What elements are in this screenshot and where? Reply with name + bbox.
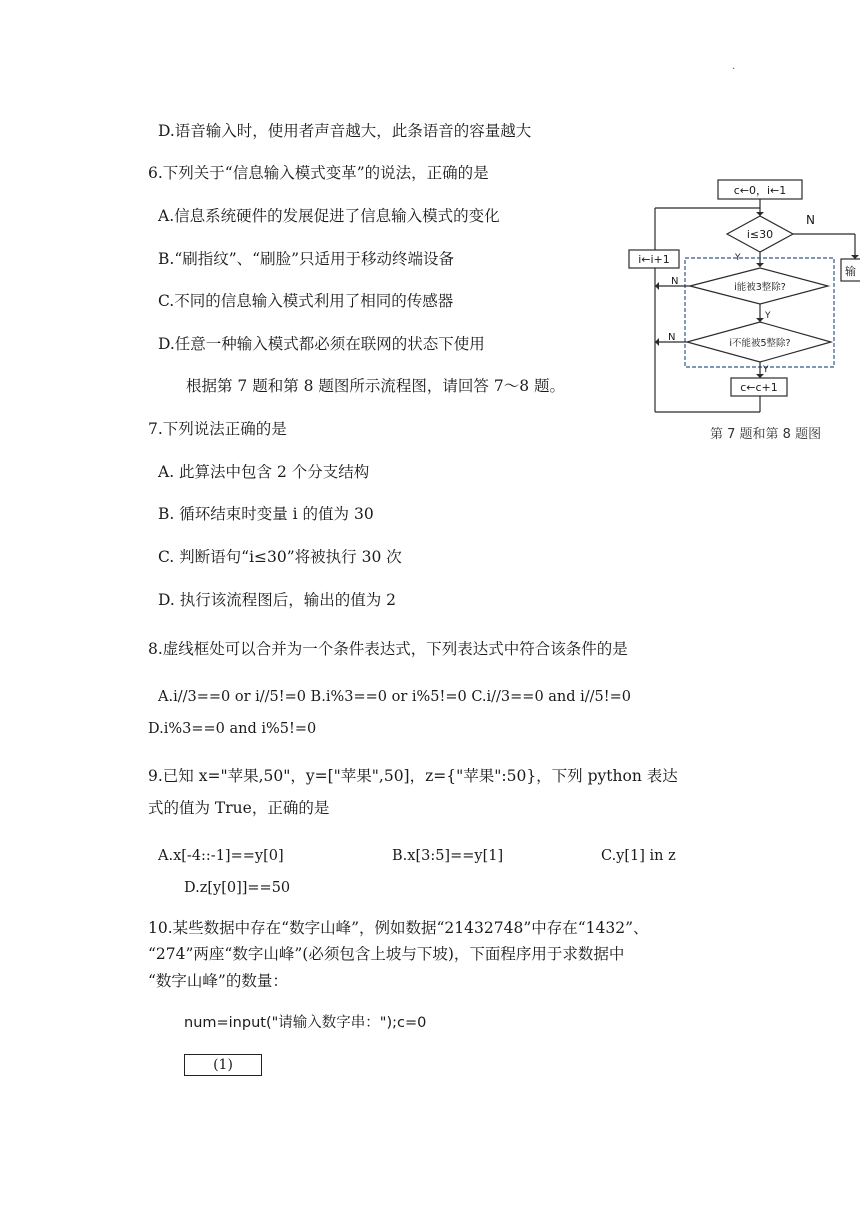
q9-option-a: A.x[-4::-1]==y[0] (158, 848, 284, 864)
q9-stem-line2: 式的值为 True，正确的是 (148, 799, 330, 817)
q8-options-line2: D.i%3==0 and i%5!=0 (148, 721, 317, 737)
intro-7-8: 根据第 7 题和第 8 题图所示流程图，请回答 7～8 题。 (186, 377, 566, 395)
flow-loop-text: i≤30 (746, 228, 774, 241)
q7-stem: 7.下列说法正确的是 (148, 420, 287, 438)
q10-stem-line1: 10.某些数据中存在“数字山峰”，例如数据“21432748”中存在“1432”、 (148, 919, 649, 937)
flow-init-text: c←0，i←1 (733, 184, 787, 197)
flowchart-figure (625, 176, 860, 422)
q7-option-b: B. 循环结束时变量 i 的值为 30 (158, 505, 374, 523)
q6-option-d: D.任意一种输入模式都必须在联网的状态下使用 (158, 335, 485, 353)
flow-incr-i-text: i←i+1 (638, 253, 670, 266)
flow-label-n-div5: N (668, 332, 676, 343)
q9-option-b: B.x[3:5]==y[1] (392, 848, 504, 864)
flow-div5-text: i不能被5整除? (729, 338, 791, 349)
flow-label-y-div5: Y (763, 365, 769, 375)
q6-stem: 6.下列关于“信息输入模式变革”的说法，正确的是 (148, 164, 489, 182)
flow-label-y-loop: Y (735, 253, 741, 263)
flowchart-caption: 第 7 题和第 8 题图 (710, 427, 822, 442)
q10-stem-line2: “274”两座“数字山峰”(必须包含上坡与下坡)，下面程序用于求数据中 (148, 945, 625, 963)
q7-option-c: C. 判断语句“i≤30”将被执行 30 次 (158, 548, 402, 566)
flow-label-n-loop: N (806, 213, 815, 227)
q7-option-a: A. 此算法中包含 2 个分支结构 (158, 463, 370, 481)
q10-blank-1: (1) (184, 1054, 262, 1076)
flow-label-n-div3: N (671, 276, 679, 287)
page-mark: · (732, 64, 736, 75)
q10-stem-line3: “数字山峰”的数量： (148, 972, 288, 990)
q9-option-d: D.z[y[0]]==50 (184, 880, 291, 896)
q10-code-line1: num=input("请输入数字串：");c=0 (184, 1015, 427, 1031)
q9-stem-line1: 9.已知 x="苹果,50"，y=["苹果",50]，z={"苹果":50}，下列 python 表达 (148, 767, 678, 785)
q5-option-d: D.语音输入时，使用者声音越大，此条语音的容量越大 (158, 122, 532, 140)
flow-output-text: 输 (845, 265, 856, 278)
q8-options-line1: A.i//3==0 or i//5!=0 B.i%3==0 or i%5!=0 C.i//3==0 and i//5!=0 (158, 689, 631, 705)
q8-stem: 8.虚线框处可以合并为一个条件表达式，下列表达式中符合该条件的是 (148, 640, 628, 658)
flow-div3-text: i能被3整除? (734, 282, 786, 293)
q6-option-b: B.“刷指纹”、“刷脸”只适用于移动终端设备 (158, 250, 455, 268)
flow-incr-c-text: c←c+1 (740, 381, 778, 394)
q6-option-c: C.不同的信息输入模式利用了相同的传感器 (158, 292, 454, 310)
flow-label-y-div3: Y (765, 311, 771, 321)
q6-option-a: A.信息系统硬件的发展促进了信息输入模式的变化 (158, 207, 500, 225)
q7-option-d: D. 执行该流程图后，输出的值为 2 (158, 591, 397, 609)
q9-option-c: C.y[1] in z (601, 848, 676, 864)
